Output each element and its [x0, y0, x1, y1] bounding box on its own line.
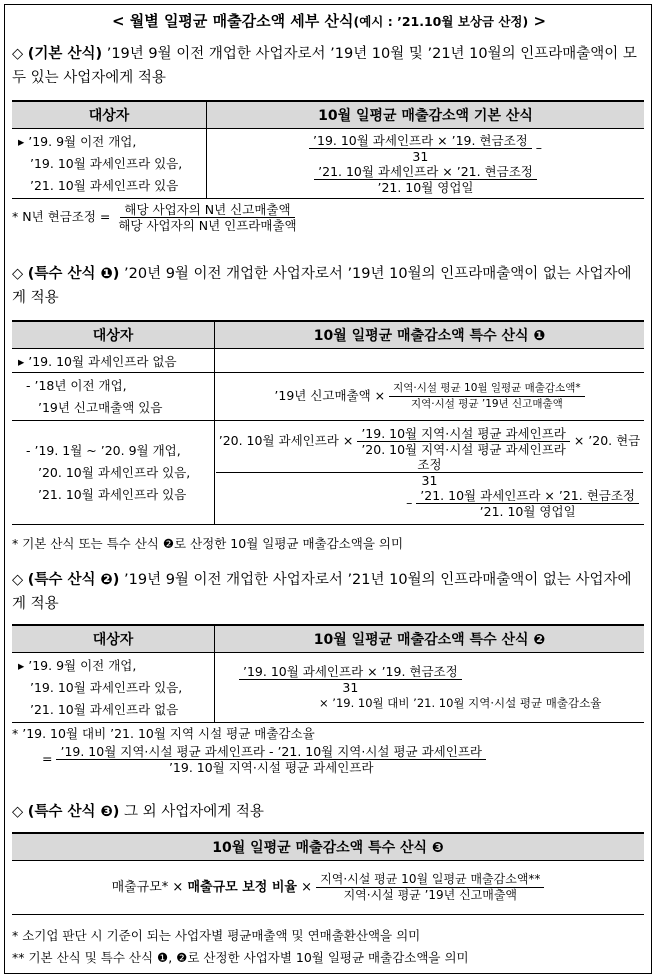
special2-target-line: ’19. 10월 과세인프라 있음,: [30, 679, 183, 695]
special2-tail: × ’19. 10월 대비 ’21. 10월 지역·시설 평균 매출감소율: [319, 696, 602, 710]
special1-row1-numerator: 지역·시설 평균 10월 일평균 매출감소액*: [389, 381, 584, 397]
basic-heading-text: ’19년 9월 이전 개업한 사업자로서 ’19년 10월 및 ’21년 10월의 인프라매출액이 모두 있는 사업자에게 적용: [12, 46, 637, 86]
special3-heading: [12, 800, 642, 824]
title-example: (예시 : ’21.10월 보상금 산정): [353, 14, 529, 29]
special1-row2-denominator: 31: [421, 473, 438, 488]
diamond-icon: ◇: [12, 572, 28, 588]
special1-row0: ▸ ’19. 10월 과세인프라 없음: [12, 349, 215, 373]
basic-f2-numerator: ’21. 10월 과세인프라 × ’21. 현금조정: [314, 164, 537, 180]
special2-target-line: ▸ ’19. 9월 이전 개업,: [18, 657, 137, 673]
basic-heading: [12, 42, 642, 90]
diamond-icon: ◇: [12, 804, 28, 820]
basic-target-cell: [12, 129, 207, 199]
times-sign: ×: [301, 880, 313, 895]
diamond-icon: ◇: [12, 46, 28, 62]
basic-note-denominator: 해당 사업자의 N년 인프라매출액: [118, 218, 297, 233]
special3-bold-part: 매출규모 보정 비율: [187, 880, 297, 895]
special1-row2-formula: [215, 421, 645, 525]
special1-row1-line: - ’18년 이전 개업,: [26, 377, 127, 393]
basic-f2-denominator: ’21. 10월 영업일: [377, 179, 474, 195]
special2-note-denominator: ’19. 10월 지역·시설 평균 과세인프라: [168, 760, 374, 775]
special1-note: * 기본 산식 또는 특수 산식 ❷로 산정한 10월 일평균 매출감소액을 의미: [12, 536, 404, 551]
equals-sign: =: [42, 751, 53, 766]
basic-f1-numerator: ’19. 10월 과세인프라 × ’19. 현금조정: [309, 133, 532, 149]
basic-target-line: ’21. 10월 과세인프라 있음: [30, 177, 179, 193]
special3-heading-name: (특수 산식 ❸): [27, 804, 120, 820]
special2-numerator: ’19. 10월 과세인프라 × ’19. 현금조정: [239, 664, 462, 680]
special3-prefix: 매출규모* ×: [111, 880, 184, 895]
page-title: [0, 10, 658, 31]
special2-col-target: 대상자: [12, 625, 215, 653]
special1-heading: [12, 262, 642, 310]
special3-denominator: 지역·시설 평균 ’19년 신고매출액: [343, 888, 518, 902]
special2-heading-name: (특수 산식 ❷): [27, 572, 120, 588]
special3-numerator: 지역·시설 평균 10월 일평균 매출감소액**: [316, 872, 544, 888]
special3-table: [12, 832, 644, 915]
special3-col-formula: 10월 일평균 매출감소액 특수 산식 ❸: [12, 833, 644, 861]
basic-target-line: ’19. 10월 과세인프라 있음,: [30, 155, 183, 171]
special1-row1-denominator: 지역·시설 평균 ’19년 신고매출액: [410, 398, 563, 410]
basic-target-line: ▸ ’19. 9월 이전 개업,: [18, 133, 137, 149]
special1-row1-formula: [215, 373, 645, 421]
minus-sign: –: [535, 139, 542, 155]
basic-note-numerator: 해당 사업자의 N년 신고매출액: [120, 202, 294, 218]
special1-row2-inner-denominator: ’20. 10월 지역·시설 평균 과세인프라: [361, 442, 566, 457]
special2-note-numerator: ’19. 10월 지역·시설 평균 과세인프라 - ’21. 10월 지역·시설 평균 과세인프라: [56, 744, 486, 760]
special1-row2-f2-denominator: ’21. 10월 영업일: [479, 504, 576, 519]
special3-heading-text: 그 외 사업자에게 적용: [119, 804, 264, 820]
special2-table: [12, 624, 644, 723]
basic-col-target: 대상자: [12, 101, 207, 129]
basic-note: [12, 202, 301, 233]
special1-row0-empty: [215, 349, 645, 373]
basic-table: [12, 100, 644, 199]
special2-note: [12, 724, 486, 775]
special2-target-line: ’21. 10월 과세인프라 없음: [30, 701, 179, 717]
basic-col-formula: 10월 일평균 매출감소액 기본 산식: [207, 101, 645, 129]
minus-sign: –: [406, 495, 413, 510]
special1-row2-line: - ’19. 1월 ~ ’20. 9월 개업,: [26, 442, 181, 458]
special1-heading-name: (특수 산식 ❶): [27, 266, 120, 282]
special1-row1-prefix: ’19년 신고매출액 ×: [274, 388, 386, 403]
basic-f1-denominator: 31: [412, 148, 429, 164]
special3-formula-cell: [12, 861, 644, 915]
special3-note1: * 소기업 판단 시 기준이 되는 사업자별 평균매출액 및 연매출환산액을 의미: [12, 928, 421, 943]
title-close: >: [528, 12, 547, 30]
special1-row2-target: [12, 421, 215, 525]
special1-row2-a: ’20. 10월 과세인프라 ×: [218, 433, 354, 448]
special1-heading-text: ’20년 9월 이전 개업한 사업자로서 ’19년 10월의 인프라매출액이 없는 사업자에게 적용: [12, 266, 632, 306]
special1-col-target: 대상자: [12, 321, 215, 349]
special1-col-formula: 10월 일평균 매출감소액 특수 산식 ❶: [215, 321, 645, 349]
special1-row1-line: ’19년 신고매출액 있음: [38, 399, 163, 415]
special2-formula-cell: [215, 653, 645, 723]
special1-row1-target: [12, 373, 215, 421]
special2-denominator: 31: [342, 680, 359, 695]
special2-heading: [12, 568, 642, 616]
special3-note2: ** 기본 산식 및 특수 산식 ❶, ❷로 산정한 사업자별 10월 일평균 매출감소액을 의미: [12, 950, 469, 965]
special2-note-line: * ’19. 10월 대비 ’21. 10월 지역 시설 평균 매출감소율: [12, 726, 315, 741]
special1-table: [12, 320, 644, 525]
special1-row2-line: ’20. 10월 과세인프라 있음,: [38, 464, 191, 480]
basic-note-label: * N년 현금조정 =: [12, 209, 111, 224]
basic-heading-name: (기본 산식): [27, 46, 103, 62]
special2-target-cell: [12, 653, 215, 723]
special2-heading-text: ’19년 9월 이전 개업한 사업자로서 ’21년 10월의 인프라매출액이 없는 사업자에게 적용: [12, 572, 632, 612]
special1-row2-line: ’21. 10월 과세인프라 있음: [38, 486, 187, 502]
special2-col-formula: 10월 일평균 매출감소액 특수 산식 ❷: [215, 625, 645, 653]
diamond-icon: ◇: [12, 266, 28, 282]
title-main: < 월별 일평균 매출감소액 세부 산식: [111, 12, 354, 30]
special1-row2-b: × ’20. 현금조정: [417, 433, 641, 472]
basic-formula-cell: [207, 129, 645, 199]
special1-row2-inner-numerator: ’19. 10월 지역·시설 평균 과세인프라: [357, 426, 570, 442]
special1-row2-f2-numerator: ’21. 10월 과세인프라 × ’21. 현금조정: [416, 488, 639, 504]
